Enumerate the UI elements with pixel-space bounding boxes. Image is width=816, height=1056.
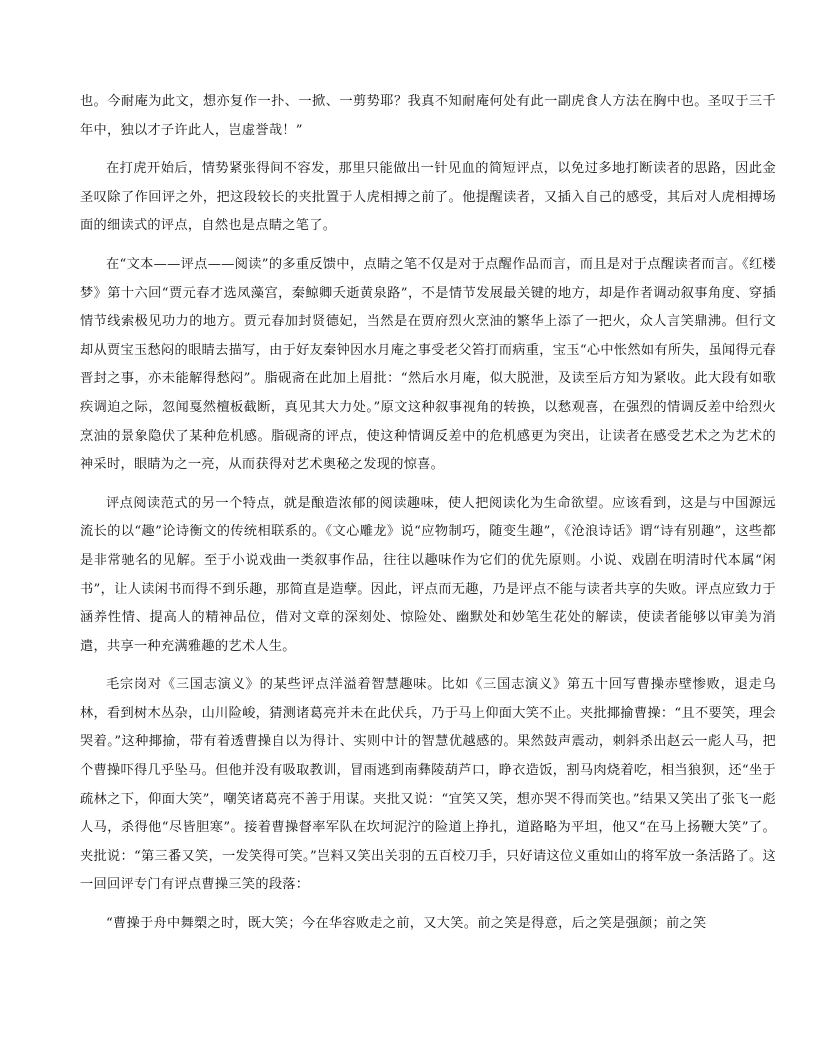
paragraph-1: 也。今耐庵为此文，想亦复作一扑、一掀、一剪势耶？我真不知耐庵何处有此一副虎食人方法在胸中也。圣叹于三千年中，独以才子许此人，岂虚誉哉！” [80,94,776,138]
paragraph-5: 毛宗岗对《三国志演义》的某些评点洋溢着智慧趣味。比如《三国志演义》第五十回写曹操赤壁惨败，退走乌林，看到树木丛杂，山川险峻，猜测诸葛亮并未在此伏兵，乃于马上仰面大笑不止。夹批揶揄曹操：“且不要笑，理会哭着。”这种揶揄，带有着透曹操自以为得计、实则中计的智慧优越感的。果然鼓声震动，刺斜杀出赵云一彪人马，把个曹操吓得几乎坠马。但他并没有吸取教训，冒雨逃到南彝陵葫芦口，睁衣造饭，割马肉烧着吃，相当狼狈，还“坐于疏林之下，仰面大笑”，嘲笑诸葛亮不善于用谋。夹批又说：“宜笑又笑，想亦哭不得而笑也。”结果又笑出了张飞一彪人马，杀得他“尽皆胆寒”。接着曹操督率军队在坎坷泥泞的险道上挣扎，道路略为平坦，他又“在马上扬鞭大笑”了。夹批说：“第三番又笑，一发笑得可笑。”岂料又笑出关羽的五百校刀手，只好请这位义重如山的将军放一条活路了。这一回回评专门有评点曹操三笑的段落： [80,677,776,893]
paragraph-4: 评点阅读范式的另一个特点，就是酿造浓郁的阅读趣味，使人把阅读化为生命欲望。应该看到，这是与中国源远流长的以“趣”论诗衡文的传统相联系的。《文心雕龙》说“应物制巧，随变生趣”，《沧浪诗话》谓“诗有别趣”，这些都是非常驰名的见解。至于小说戏曲一类叙事作品，往往以趣味作为它们的优先原则。小说、戏剧在明清时代本属“闲书”，让人读闲书而得不到乐趣，那简直是造孽。因此，评点而无趣，乃是评点不能与读者共享的失败。评点应致力于涵养性情、提高人的精神品位，借对文章的深刻处、惊险处、幽默处和妙笔生花处的解读，使读者能够以审美为消遣，共享一种充满雅趣的艺术人生。 [80,495,776,654]
paragraph-6: “曹操于舟中舞槊之时，既大笑；今在华容败走之前，又大笑。前之笑是得意，后之笑是强颜；前之笑 [106,916,707,932]
paragraph-2: 在打虎开始后，情势紧张得间不容发，那里只能做出一针见血的简短评点，以免过多地打断读者的思路，因此金圣叹除了作回评之外，把这段较长的夹批置于人虎相搏之前了。他提醒读者，又插入自己的感受，其后对人虎相搏场面的细读式的评点，自然也是点睛之笔了。 [80,161,776,234]
paragraph-3: 在“文本——评点——阅读”的多重反馈中，点睛之笔不仅是对于点醒作品而言，而且是对于点醒读者而言。《红楼梦》第十六回“贾元春才选凤藻宫，秦鲸卿夭逝黄泉路”，不是情节发展最关键的地方，却是作者调动叙事角度、穿插情节线索极见功力的地方。贾元春加封贤德妃，当然是在贾府烈火烹油的繁华上添了一把火，众人言笑鼎沸。但行文却从贾宝玉愁闷的眼睛去描写，由于好友秦钟因水月庵之事受老父笞打而病重，宝玉“心中怅然如有所失，虽闻得元春晋封之事，亦未能解得愁闷”。脂砚斋在此加上眉批：“然后水月庵，似大脱泄，及读至后方知为紧收。此大段有如歌疾调迫之际，忽闻戛然檀板截断，真见其大力处。”原文这种叙事视角的转换，以愁观喜，在强烈的情调反差中给烈火烹油的景象隐伏了某种危机感。脂砚斋的评点，使这种情调反差中的危机感更为突出，让读者在感受艺术之为艺术的神采时，眼睛为之一亮，从而获得对艺术奥秘之发现的惊喜。 [80,256,776,473]
